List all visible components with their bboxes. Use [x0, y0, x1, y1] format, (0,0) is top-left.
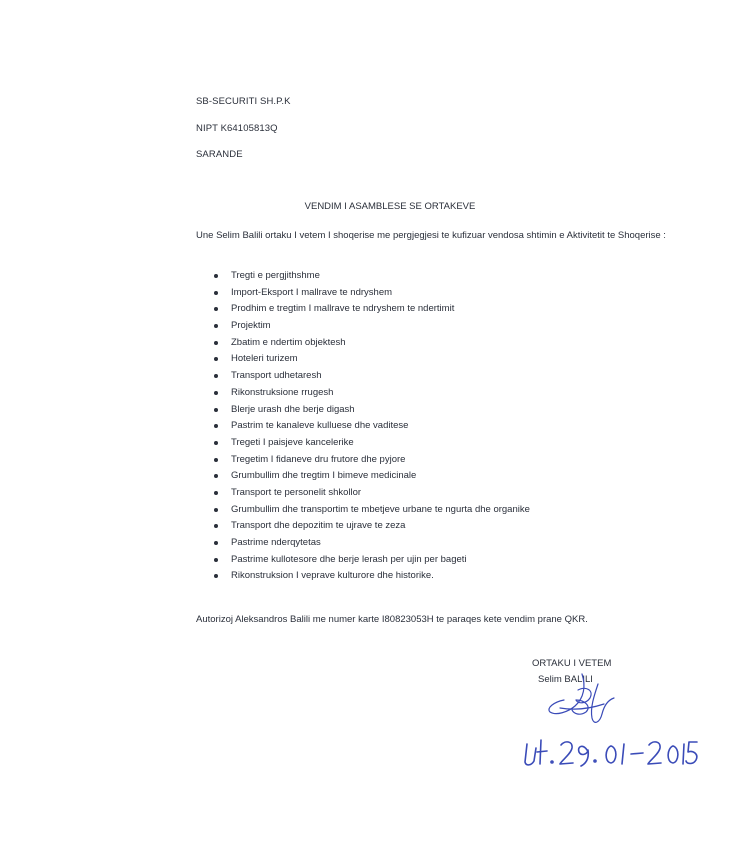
- list-item: Hoteleri turizem: [196, 351, 530, 368]
- list-item: Transport udhetaresh: [196, 368, 530, 385]
- list-item: Prodhim e tregtim I mallrave te ndryshem te ndertimit: [196, 301, 530, 318]
- list-item: Grumbullim dhe tregtim I bimeve medicinale: [196, 468, 530, 485]
- list-item: Import-Eksport I mallrave te ndryshem: [196, 285, 530, 302]
- list-item: Tregetim I fidaneve dru frutore dhe pyjore: [196, 452, 530, 469]
- document-title: VENDIM I ASAMBLESE SE ORTAKEVE: [304, 201, 476, 212]
- list-item: Rikonstruksion I veprave kulturore dhe historike.: [196, 568, 530, 585]
- list-item: Tregeti I paisjeve kancelerike: [196, 435, 530, 452]
- signatory-title: ORTAKU I VETEM: [532, 658, 612, 669]
- authorization-text: Autorizoj Aleksandros Balili me numer karte I80823053H te paraqes kete vendim prane QKR.: [196, 614, 588, 625]
- list-item: Tregti e pergjithshme: [196, 268, 530, 285]
- signatory-name: Selim BALILI: [538, 674, 593, 685]
- list-item: Blerje urash dhe berje digash: [196, 402, 530, 419]
- list-item: Transport dhe depozitim te ujrave te zeza: [196, 518, 530, 535]
- handwritten-date: [521, 728, 701, 774]
- list-item: Rikonstruksione rrugesh: [196, 385, 530, 402]
- company-name: SB-SECURITI SH.P.K: [196, 96, 291, 107]
- list-item: Pastrime nderqytetas: [196, 535, 530, 552]
- list-item: Pastrim te kanaleve kulluese dhe vaditese: [196, 418, 530, 435]
- list-item: Transport te personelit shkollor: [196, 485, 530, 502]
- list-item: Projektim: [196, 318, 530, 335]
- nipt-number: NIPT K64105813Q: [196, 123, 278, 134]
- list-item: Pastrime kullotesore dhe berje lerash per ujin per bageti: [196, 552, 530, 569]
- city-name: SARANDE: [196, 149, 243, 160]
- activity-list: [196, 268, 530, 585]
- intro-paragraph: Une Selim Balili ortaku I vetem I shoqerise me pergjegjesi te kufizuar vendosa shtimin e Aktivitetit te Shoqerise :: [196, 230, 666, 241]
- list-item: Grumbullim dhe transportim te mbetjeve urbane te ngurta dhe organike: [196, 502, 530, 519]
- list-item: Zbatim e ndertim objektesh: [196, 335, 530, 352]
